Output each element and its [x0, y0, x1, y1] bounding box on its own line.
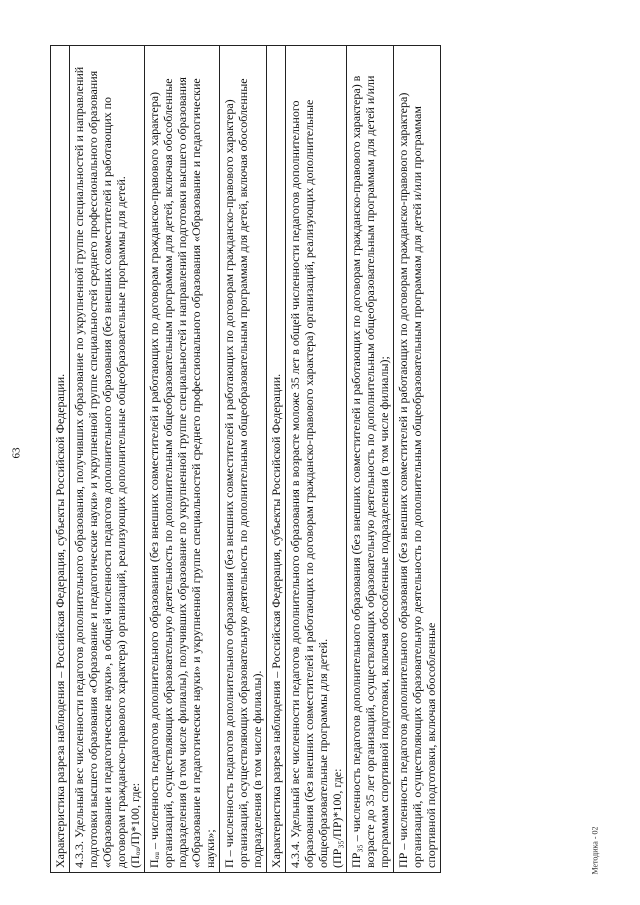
table-row — [267, 46, 286, 873]
definition-p-ou: Пₒᵤ – численность педагогов дополнительного образования (без внешних совместителей и работающих по договорам гражданско-правового характера) организаций, осуществляющих образовательную деятельность по дополнительным общеобразовательным программам для детей, включая обособленные подразделения (в том числе филиалы), получивших образование по укрупненной группе специальностей и направлений подготовки высшего образования «Образование и педагогические науки» и укрупненной группе специальностей среднего профессионального образования «Образование и педагогические науки»; — [145, 46, 220, 873]
formula-4-3-3: (Пₒᵤ/П)*100, где: — [128, 782, 142, 868]
table-row — [51, 46, 70, 873]
indicator-4-3-3: 4.3.3. Удельный вес численности педагогов дополнительного образования, получивших образование по укрупненной группе специальностей и направлений подготовки высшего образования «Образование и педагогические науки» и укрупненной группе специальностей среднего профессионального образования «Образование и педагогические науки», в общей численности педагогов дополнительного образования (без внешних совместителей и работающих по договорам гражданско-правового характера) организаций, реализующих дополнительные общеобразовательные программы для детей. — [72, 66, 128, 868]
table-row — [286, 46, 347, 873]
definition-pr: ПР – численность педагогов дополнительного образования (без внешних совместителей и работающих по договорам гражданско-правового характера) организаций, осуществляющих образовательную деятельность по дополнительным общеобразовательным программам для детей и/или программам спортивной подготовки, включая обособленные — [394, 46, 441, 873]
section-characteristic: Характеристика разреза наблюдения – Российская Федерация, субъекты Российской Федерации. — [267, 46, 286, 873]
page-number: 63 — [10, 447, 22, 458]
table-row — [70, 46, 145, 873]
table-row — [394, 46, 441, 873]
definition-pr35: ПР₃₅ – численность педагогов дополнительного образования (без внешних совместителей и работающих по договорам гражданско-правового характера) в возрасте до 35 лет организаций, осуществляющих образовательную деятельность по дополнительным общеобразовательным программам для детей и/или программам спортивной подготовки, включая обособленные подразделения (в том числе филиалы); — [347, 46, 394, 873]
rotated-table-container — [50, 45, 590, 873]
indicator-table — [50, 45, 441, 873]
section-characteristic: Характеристика разреза наблюдения – Российская Федерация, субъекты Российской Федерации. — [51, 46, 70, 873]
document-footer: Методика - 02 — [590, 825, 600, 875]
table-row — [145, 46, 220, 873]
table-row — [220, 46, 267, 873]
table-row — [347, 46, 394, 873]
definition-p: П – численность педагогов дополнительного образования (без внешних совместителей и работающих по договорам гражданско-правового характера) организаций, осуществляющих образовательную деятельность по дополнительным общеобразовательным программам для детей, включая обособленные подразделения (в том числе филиалы). — [220, 46, 267, 873]
formula-4-3-4: (ПР₃₅/ПР)*100, где: — [330, 768, 344, 868]
landscape-page — [50, 45, 590, 873]
indicator-4-3-4: 4.3.4. Удельный вес численности педагогов дополнительного образования в возрасте моложе 35 лет в общей численности педагогов дополнительного образования (без внешних совместителей и работающих по договорам гражданско-правового характера) организаций, реализующих дополнительные общеобразовательные программы для детей. — [288, 99, 330, 868]
